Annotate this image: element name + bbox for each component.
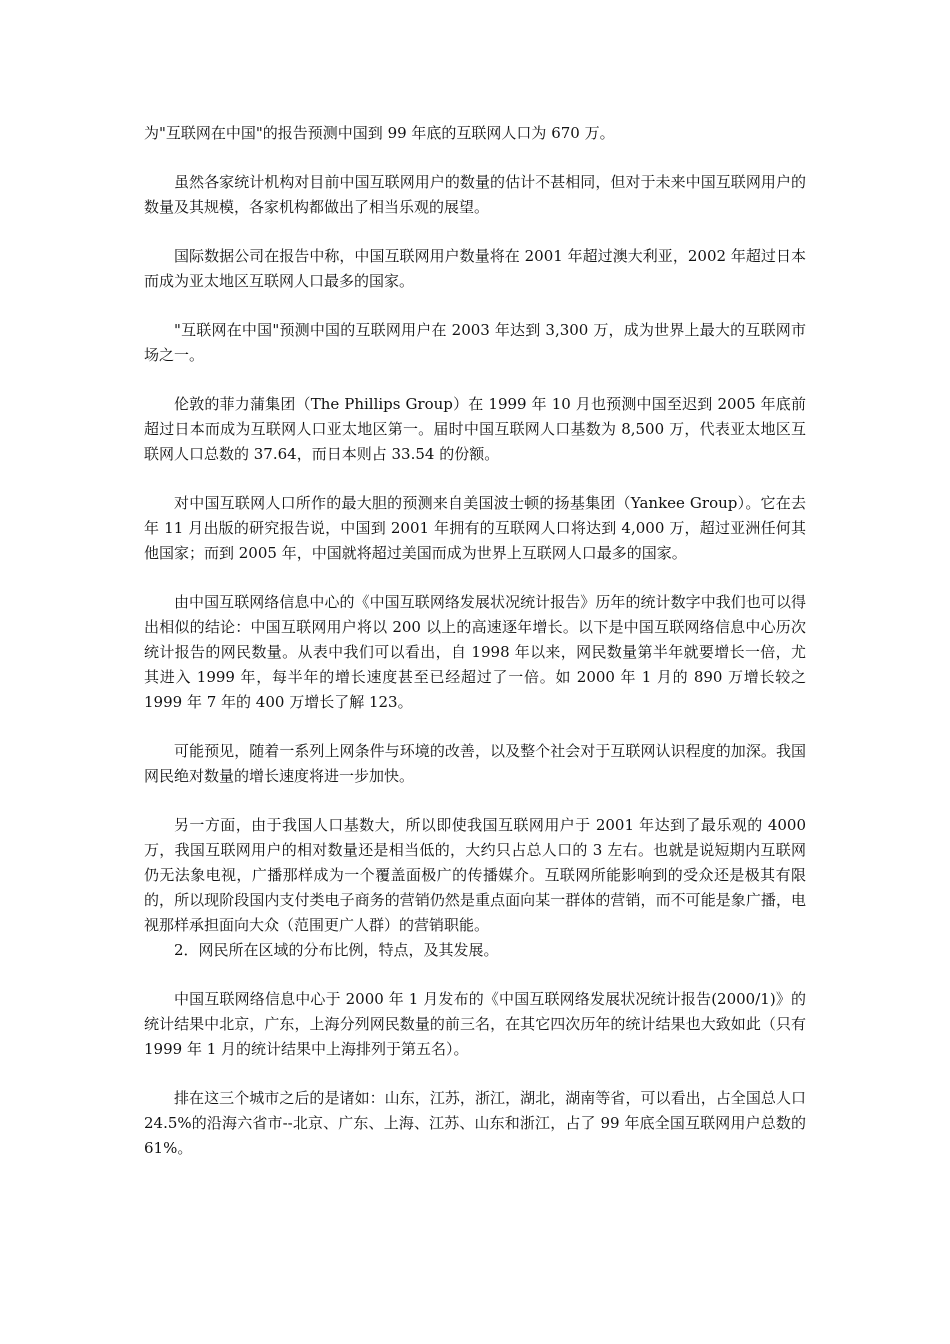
paragraph-2: 虽然各家统计机构对目前中国互联网用户的数量的估计不甚相同，但对于未来中国互联网用户的数量及其规模，各家机构都做出了相当乐观的展望。: [144, 173, 806, 216]
paragraph-11: 排在这三个城市之后的是诸如：山东，江苏，浙江，湖北，湖南等省，可以看出，占全国总人口 24.5%的沿海六省市--北京、广东、上海、江苏、山东和浙江，占了 99 年底全国互联网用户总数的 61%。: [144, 1089, 806, 1157]
paragraph-10: 中国互联网络信息中心于 2000 年 1 月发布的《中国互联网络发展状况统计报告(2000/1)》的统计结果中北京，广东，上海分列网民数量的前三名，在其它四次历年的统计结果也大致如此（只有 1999 年 1 月的统计结果中上海排列于第五名）。: [144, 990, 806, 1058]
paragraph-6: 对中国互联网人口所作的最大胆的预测来自美国波士顿的扬基集团（Yankee Group）。它在去年 11 月出版的研究报告说，中国到 2001 年拥有的互联网人口将达到 4,000 万，超过亚洲任何其他国家；而到 2005 年，中国就将超过美国而成为世界上互联网人口最多的国家。: [144, 494, 806, 562]
paragraph-3: 国际数据公司在报告中称，中国互联网用户数量将在 2001 年超过澳大利亚，2002 年超过日本而成为亚太地区互联网人口最多的国家。: [144, 247, 806, 290]
paragraph-8: 可能预见，随着一系列上网条件与环境的改善，以及整个社会对于互联网认识程度的加深。我国网民绝对数量的增长速度将进一步加快。: [144, 742, 806, 785]
paragraph-1: 为"互联网在中国"的报告预测中国到 99 年底的互联网人口为 670 万。: [144, 124, 615, 142]
paragraph-7: 由中国互联网络信息中心的《中国互联网络发展状况统计报告》历年的统计数字中我们也可以得出相似的结论：中国互联网用户将以 200 以上的高速逐年增长。以下是中国互联网络信息中心历次统计报告的网民数量。从表中我们可以看出，自 1998 年以来，网民数量第半年就要增长一倍，尤其进入 1999 年，每半年的增长速度甚至已经超过了一倍。如 2000 年 1 月的 890 万增长较之 1999 年 7 年的 400 万增长了解 123。: [144, 593, 806, 711]
section-heading-2: 2．网民所在区域的分布比例，特点，及其发展。: [174, 941, 499, 959]
paragraph-5: 伦敦的菲力蒲集团（The Phillips Group）在 1999 年 10 月也预测中国至迟到 2005 年底前超过日本而成为互联网人口亚太地区第一。届时中国互联网人口基数为 8,500 万，代表亚太地区互联网人口总数的 37.64，而日本则占 33.54 的份额。: [144, 395, 806, 463]
paragraph-9: 另一方面，由于我国人口基数大，所以即使我国互联网用户于 2001 年达到了最乐观的 4000 万，我国互联网用户的相对数量还是相当低的，大约只占总人口的 3 左右。也就是说短期内互联网仍无法象电视，广播那样成为一个覆盖面极广的传播媒介。互联网所能影响到的受众还是极其有限的，所以现阶段国内支付类电子商务的营销仍然是重点面向某一群体的营销，而不可能是象广播，电视那样承担面向大众（范围更广人群）的营销职能。: [144, 816, 806, 934]
paragraph-4: "互联网在中国"预测中国的互联网用户在 2003 年达到 3,300 万，成为世界上最大的互联网市场之一。: [144, 321, 806, 364]
document-body: [144, 121, 806, 1185]
